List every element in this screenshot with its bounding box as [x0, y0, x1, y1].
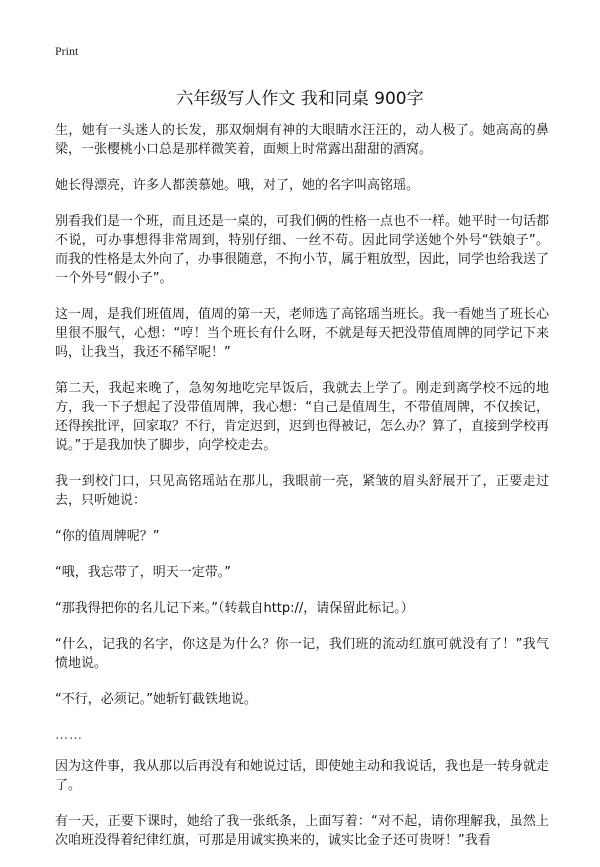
article-title: 六年级写人作文 我和同桌 900字	[176, 89, 424, 109]
paragraph: 她长得漂亮，许多人都羡慕她。哦，对了，她的名字叫高铭瑶。	[55, 178, 420, 193]
paragraph: 我一到校门口，只见高铭瑶站在那儿，我眼前一亮，紧皱的眉头舒展开了，正要走过去，只听她说：	[55, 474, 549, 508]
paragraph: 第二天，我起来晚了，急匆匆地吃完早饭后，我就去上学了。刚走到离学校不远的地方，我一下子想起了没带值周牌，我心想：“自己是值周生，不带值周牌，不仅挨记，还得挨批评，回家取？不行，肯定迟到，迟到也得被记，怎么办？算了，直接到学校再说。”于是我加快了脚步，向学校走去。	[55, 381, 550, 453]
dialogue-line: “不行，必须记。”她斩钉截铁地说。	[55, 692, 257, 707]
article-body	[55, 121, 549, 867]
dialogue-line: “什么，记我的名字，你这是为什么？你一记，我们班的流动红旗可就没有了！”我气愤地说。	[55, 637, 549, 671]
paragraph: 这一周，是我们班值周，值周的第一天，老师选了高铭瑶当班长。我一看她当了班长心里很不服气，心想：“哼！当个班长有什么呀，不就是每天把没带值周牌的同学记下来吗，让我当，我还不稀罕呢！”	[55, 307, 550, 360]
print-link[interactable]: Print	[55, 44, 79, 58]
paragraph: 生，她有一头迷人的长发，那双炯炯有神的大眼睛水汪汪的，动人极了。她高高的鼻梁，一张樱桃小口总是那样微笑着，面颊上时常露出甜甜的酒窝。	[55, 123, 549, 157]
dialogue-line: “你的值周牌呢？”	[55, 529, 160, 544]
dialogue-line: “哦，我忘带了，明天一定带。”	[55, 565, 231, 580]
paragraph: 因为这件事，我从那以后再没有和她说过话，即使她主动和我说话，我也是一转身就走了。	[55, 759, 550, 793]
paragraph: 别看我们是一个班，而且还是一桌的，可我们俩的性格一点也不一样。她平时一句话都不说，可办事想得非常周到，特别仔细、一丝不苟。因此同学送她个外号“铁娘子”。而我的性格是太外向了，办事很随意，不拘小节，属于粗放型，因此，同学也给我送了一个外号“假小子”。	[55, 214, 550, 286]
dialogue-line: “那我得把你的名儿记下来。”（转载自http://，请保留此标记。）	[55, 601, 414, 616]
ellipsis-separator: ……	[55, 728, 83, 743]
paragraph: 有一天，正要下课时，她给了我一张纸条，上面写着：“对不起，请你理解我，虽然上次咱班没得着纪律红旗，可那是用诚实换来的，诚实比金子还可贵呀！”我看	[55, 814, 549, 848]
